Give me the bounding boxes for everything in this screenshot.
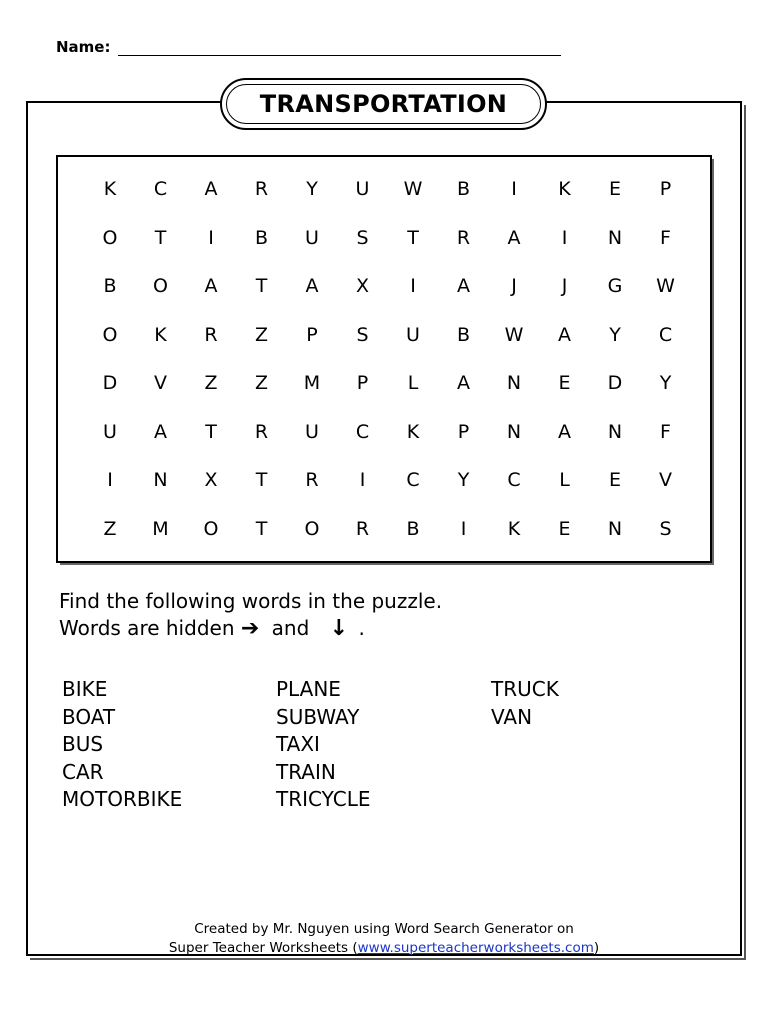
grid-letter: S <box>659 517 672 540</box>
grid-letter: B <box>103 275 117 297</box>
instructions-and: and <box>271 616 310 640</box>
grid-letter: C <box>355 420 370 443</box>
grid-letter: R <box>254 420 269 443</box>
grid-letter: R <box>204 323 218 346</box>
grid-letter: O <box>304 517 320 540</box>
grid-letter: B <box>456 178 471 200</box>
grid-letter: S <box>356 226 369 249</box>
grid-letter: T <box>154 226 167 249</box>
grid-letter: E <box>558 372 571 394</box>
grid-letter: M <box>303 372 321 394</box>
grid-letter: O <box>153 275 168 297</box>
grid-letter: C <box>406 469 420 491</box>
grid-letter: N <box>607 517 623 540</box>
grid-letter: A <box>305 275 319 297</box>
grid-letter: K <box>507 517 521 540</box>
footer <box>0 920 768 958</box>
grid-letter: Z <box>254 372 269 394</box>
grid-letter: R <box>254 178 269 200</box>
grid-letter: C <box>658 323 673 346</box>
grid-letter: B <box>254 226 269 249</box>
grid-letter: G <box>607 275 623 297</box>
grid-letter: J <box>561 275 568 297</box>
grid-letter: W <box>504 323 524 346</box>
grid-letter: E <box>558 517 571 540</box>
grid-letter: I <box>561 226 568 249</box>
word-list-column-2 <box>276 676 371 814</box>
grid-letter: R <box>456 226 471 249</box>
grid-letter: U <box>305 226 319 249</box>
grid-letter: A <box>558 420 571 443</box>
word-list-item: TRICYCLE <box>276 787 371 811</box>
grid-letter: I <box>460 517 467 540</box>
grid-letter: E <box>608 469 621 491</box>
grid-letter: U <box>305 420 319 443</box>
grid-letter: X <box>355 275 370 297</box>
grid-letter: C <box>507 469 521 491</box>
grid-letter: W <box>656 275 675 297</box>
grid-letter: I <box>511 178 517 200</box>
grid-letter: C <box>153 178 168 200</box>
word-list-item: TRAIN <box>276 759 336 784</box>
grid-letter: P <box>356 372 369 394</box>
grid-letter: W <box>403 178 423 200</box>
word-search-grid <box>56 155 712 563</box>
grid-letter: I <box>208 226 214 249</box>
grid-letter: N <box>506 372 522 394</box>
grid-letter: A <box>204 178 218 200</box>
grid-row <box>58 365 710 413</box>
grid-letter: T <box>255 275 268 297</box>
instructions <box>59 588 442 642</box>
grid-letter: F <box>660 226 671 249</box>
grid-letter: X <box>204 469 218 491</box>
page-title: TRANSPORTATION <box>259 90 508 118</box>
grid-letter: O <box>102 226 118 249</box>
word-list-column-1 <box>62 676 182 814</box>
grid-letter: Z <box>254 323 269 346</box>
grid-letter: Y <box>609 323 621 346</box>
grid-letter: R <box>355 517 370 540</box>
grid-letter: N <box>506 420 522 443</box>
grid-letter: K <box>154 323 167 346</box>
grid-letter: R <box>305 469 319 491</box>
grid-letter: T <box>407 226 419 249</box>
footer-credit: Created by Mr. Nguyen using Word Search Generator on <box>194 921 574 937</box>
grid-row <box>58 462 710 510</box>
grid-letter: F <box>660 420 671 443</box>
grid-letter: U <box>355 178 370 200</box>
grid-row <box>58 511 710 559</box>
grid-letter: M <box>152 517 169 540</box>
arrow-down-icon: ↓ <box>329 616 349 641</box>
grid-letter: Z <box>103 517 117 540</box>
grid-letter: A <box>457 372 470 394</box>
grid-row <box>58 171 710 219</box>
arrow-right-icon: ➔ <box>240 616 260 641</box>
grid-letter: P <box>457 420 470 443</box>
grid-letter: P <box>659 178 672 200</box>
grid-letter: Y <box>659 372 672 394</box>
grid-letter: N <box>607 226 623 249</box>
word-list-item: VAN <box>491 704 533 729</box>
instructions-line-2 <box>59 615 442 642</box>
word-list-column-3 <box>491 676 559 731</box>
grid-letter: D <box>102 372 118 394</box>
instructions-prefix: Words are hidden <box>59 616 235 640</box>
word-list-item: TRUCK <box>491 677 559 701</box>
name-label: Name: <box>56 38 111 56</box>
grid-letter: O <box>203 517 219 540</box>
grid-letter: A <box>204 275 218 297</box>
grid-letter: K <box>103 178 117 200</box>
grid-letter: T <box>255 469 268 491</box>
grid-letter: J <box>511 275 517 297</box>
grid-letter: K <box>406 420 420 443</box>
grid-row <box>58 414 710 462</box>
footer-source-prefix: Super Teacher Worksheets ( <box>168 940 358 956</box>
grid-letter: P <box>306 323 318 346</box>
grid-letter: Y <box>457 469 470 491</box>
grid-letter: N <box>153 469 168 491</box>
footer-link[interactable]: www.superteacherworksheets.com <box>357 940 594 956</box>
word-list-item: BOAT <box>62 704 116 729</box>
name-field-line[interactable] <box>118 55 561 56</box>
grid-letter: B <box>456 323 471 346</box>
grid-letter: Y <box>306 178 318 200</box>
grid-row <box>58 220 710 268</box>
word-list-item: SUBWAY <box>276 704 360 729</box>
grid-letter: A <box>154 420 167 443</box>
grid-letter: I <box>107 469 113 491</box>
word-list-item: BUS <box>62 732 104 756</box>
grid-letter: S <box>356 323 369 346</box>
footer-source <box>0 939 768 958</box>
grid-letter: L <box>407 372 419 394</box>
grid-letter: O <box>102 323 118 346</box>
grid-letter: I <box>359 469 366 491</box>
grid-letter: V <box>659 469 672 491</box>
grid-letter: E <box>608 178 621 200</box>
grid-letter: A <box>558 323 571 346</box>
grid-letter: L <box>559 469 570 491</box>
grid-row <box>58 268 710 316</box>
instructions-line-1: Find the following words in the puzzle. <box>59 589 443 613</box>
title-banner <box>220 78 547 130</box>
grid-letter: K <box>558 178 571 200</box>
word-list-item: BIKE <box>62 677 108 701</box>
grid-letter: Z <box>204 372 218 394</box>
grid-letter: T <box>255 517 268 540</box>
grid-letter: D <box>607 372 623 394</box>
grid-letter: A <box>507 226 521 249</box>
word-list-item: PLANE <box>276 677 341 701</box>
grid-letter: I <box>410 275 416 297</box>
grid-letter: A <box>457 275 470 297</box>
instructions-period: . <box>358 616 365 640</box>
word-list-item: MOTORBIKE <box>62 787 183 811</box>
grid-letter: U <box>103 420 117 443</box>
word-list-item: CAR <box>62 759 104 784</box>
grid-row <box>58 317 710 365</box>
footer-source-suffix: ) <box>593 940 600 956</box>
grid-letter: B <box>406 517 420 540</box>
word-list-item: TAXI <box>276 732 320 756</box>
grid-letter: V <box>154 372 167 394</box>
grid-letter: N <box>607 420 623 443</box>
grid-letter: U <box>406 323 420 346</box>
grid-letter: T <box>205 420 217 443</box>
